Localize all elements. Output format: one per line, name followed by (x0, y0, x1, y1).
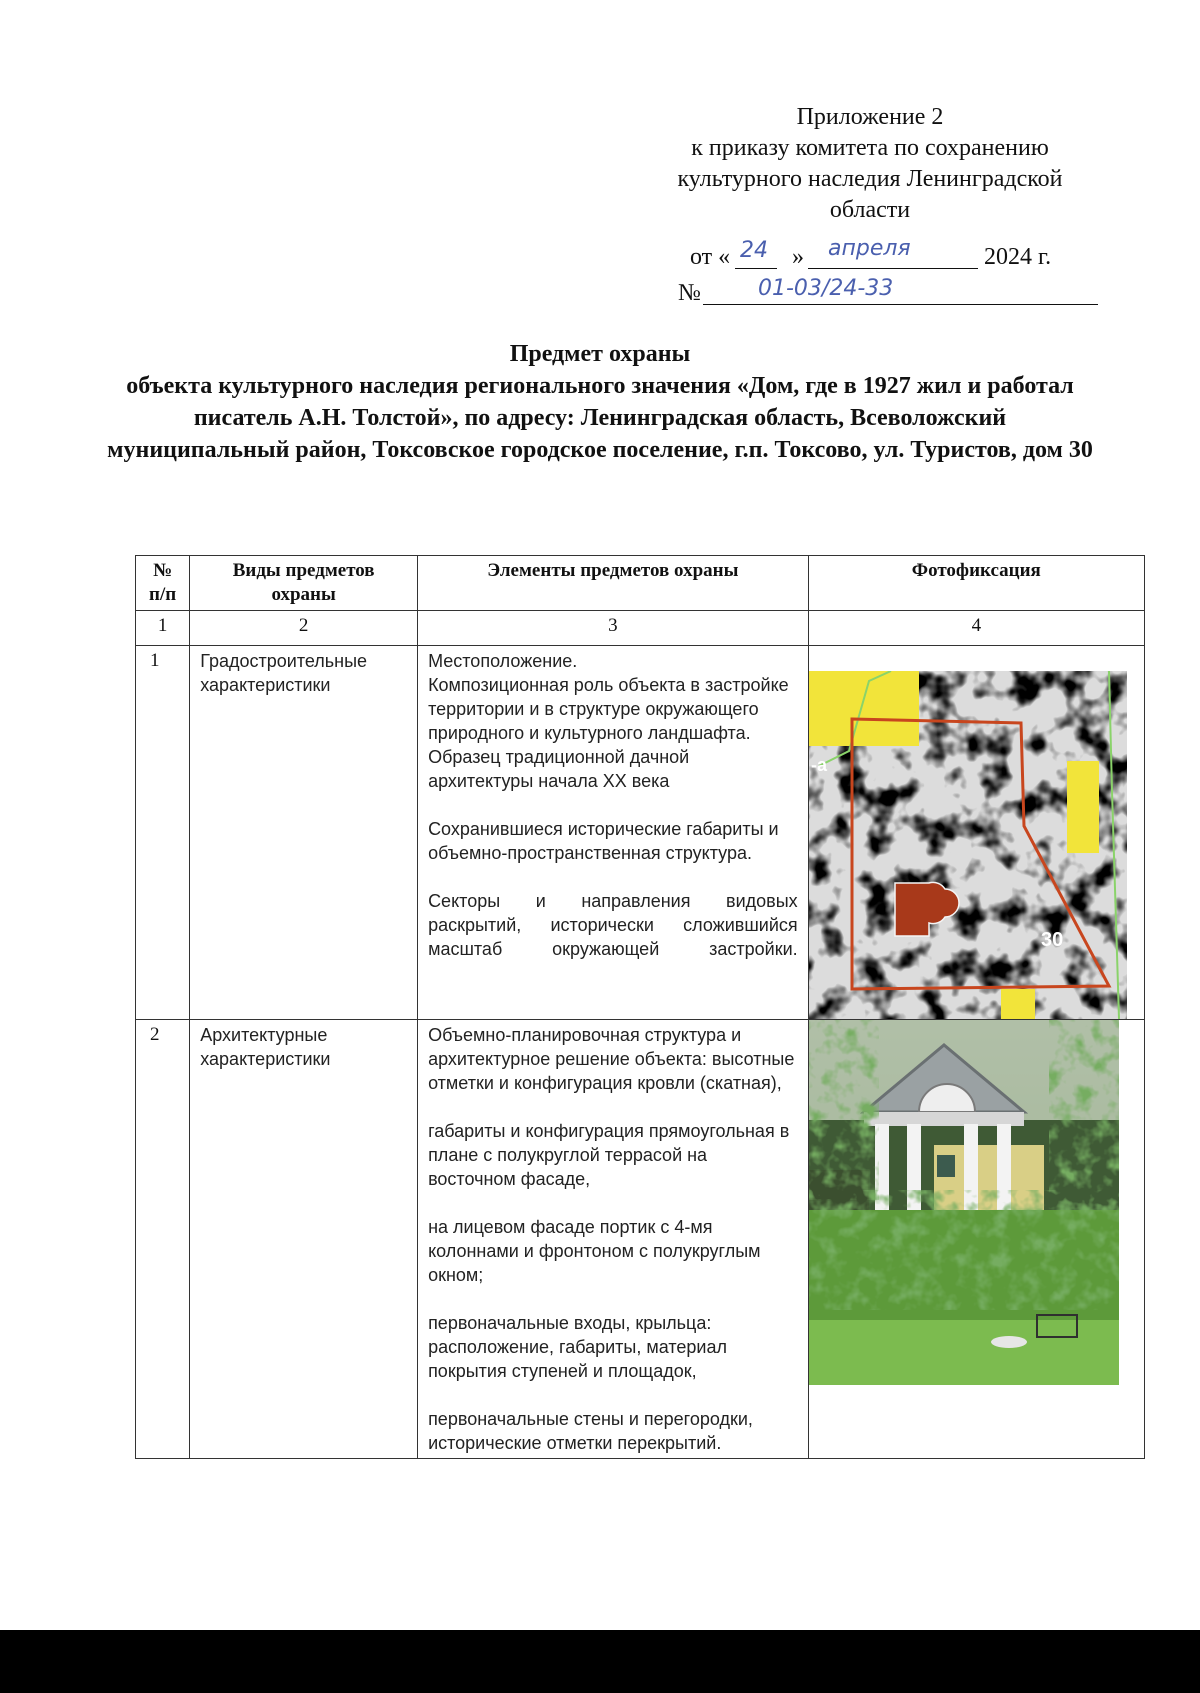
element-text: на лицевом фасаде портик с 4-мя колоннами и фронтоном с полукруглым окном; (428, 1217, 761, 1285)
table-row (136, 646, 1145, 1020)
protection-table (135, 555, 1145, 1459)
element-text: Местоположение. (428, 651, 578, 671)
document-heading (100, 338, 1100, 466)
neighbor-plot-yellow (1001, 989, 1035, 1019)
element-text: Сохранившиеся исторические габариты и объемно-пространственная структура. (428, 819, 779, 863)
row-type: Градостроительные характеристики (190, 646, 418, 1020)
handwritten-number: 01-03/24-33 (758, 276, 894, 301)
element-text: Объемно-планировочная структура и архитектурное решение объекта: высотные отметки и конфигурация кровли (скатная), (428, 1025, 795, 1093)
header-number: № п/п (136, 556, 190, 611)
day-blank (735, 268, 777, 269)
order-date (680, 236, 1100, 274)
date-prefix: от « (690, 244, 731, 270)
appendix-line: культурного наследия Ленинградской (677, 166, 1063, 192)
header-photo: Фотофиксация (808, 556, 1144, 611)
table-index-row (136, 611, 1145, 646)
element-text: Секторы и направления видовых раскрытий, исторически сложившийся масштаб окружающей застройки. (428, 891, 798, 959)
heading-subtitle: объекта культурного наследия регионального значения «Дом, где в 1927 жил и работал писатель А.Н. Толстой», по адресу: Ленинградская область, Всеволожский муниципальный район, Токсовское городское поселение, г.п. Токсово, ул. Туристов, дом 30 (107, 373, 1093, 463)
header-types: Виды предметов охраны (190, 556, 418, 611)
index-cell: 2 (190, 611, 418, 646)
table-row (136, 1020, 1145, 1459)
element-text: Образец традиционной дачной архитектуры начала XX века (428, 747, 690, 791)
scan-bottom-edge (0, 1630, 1200, 1693)
date-mid: » (792, 244, 804, 270)
photo-cell (808, 646, 1144, 1020)
neighbor-plot-yellow (809, 671, 919, 746)
element-text: габариты и конфигурация прямоугольная в плане с полукруглой террасой на восточном фасаде, (428, 1121, 790, 1189)
element-text: первоначальные стены и перегородки, исторические отметки перекрытий. (428, 1409, 753, 1453)
appendix-line: области (829, 197, 911, 223)
row-elements (418, 646, 809, 1020)
index-cell: 4 (808, 611, 1144, 646)
order-number (678, 276, 1098, 310)
element-text: Композиционная роль объекта в застройке территории и в структуре окружающего природного и культурного ландшафта. (428, 675, 789, 743)
house-photo (809, 1020, 1119, 1385)
appendix-header (630, 102, 1110, 226)
element-text: первоначальные входы, крыльца: расположение, габариты, материал покрытия ступеней и площадок, (428, 1313, 727, 1381)
index-cell: 1 (136, 611, 190, 646)
site-plan-image (809, 671, 1127, 1019)
header-elements: Элементы предметов охраны (418, 556, 809, 611)
table-header-row (136, 556, 1145, 611)
heading-title: Предмет охраны (509, 341, 691, 367)
row-number: 2 (136, 1020, 190, 1459)
neighbor-plot-yellow (1067, 761, 1099, 853)
number-prefix: № (678, 280, 701, 306)
handwritten-day: 24 (740, 238, 768, 263)
row-type: Архитектурные характеристики (190, 1020, 418, 1459)
handwritten-month: апреля (828, 236, 911, 261)
number-blank (703, 304, 1098, 305)
date-year: 2024 г. (984, 244, 1052, 270)
month-blank (808, 268, 978, 269)
row-elements (418, 1020, 809, 1459)
row-number: 1 (136, 646, 190, 1020)
house-number-label: 30 (1040, 929, 1063, 951)
appendix-line: к приказу комитета по сохранению (691, 135, 1049, 161)
index-cell: 3 (418, 611, 809, 646)
svg-text:-а: -а (810, 755, 827, 775)
photo-cell (808, 1020, 1144, 1459)
appendix-line: Приложение 2 (796, 104, 944, 130)
